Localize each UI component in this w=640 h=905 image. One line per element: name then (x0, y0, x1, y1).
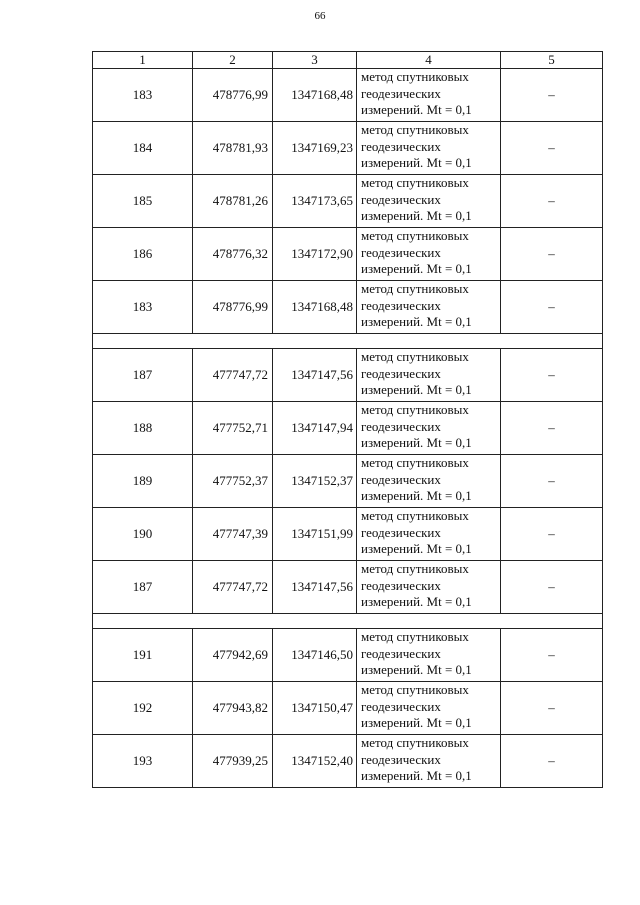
point-number-cell: 187 (93, 561, 193, 614)
method-line: геодезических (361, 191, 441, 207)
column-header: 4 (357, 52, 501, 69)
method-line: метод спутниковых (361, 281, 469, 296)
y-coordinate-cell: 1347147,94 (273, 402, 357, 455)
point-number-cell: 187 (93, 349, 193, 402)
table-row (93, 122, 603, 175)
method-line: метод спутниковых (361, 508, 469, 523)
y-coordinate-cell: 1347169,23 (273, 122, 357, 175)
method-line: геодезических (361, 297, 441, 313)
method-line: метод спутниковых (361, 228, 469, 243)
method-line: геодезических (361, 645, 441, 661)
note-cell: – (501, 122, 603, 175)
note-cell: – (501, 281, 603, 334)
point-number-cell: 188 (93, 402, 193, 455)
method-cell (357, 402, 501, 455)
column-header: 1 (93, 52, 193, 69)
x-coordinate-cell: 477939,25 (193, 735, 273, 788)
note-cell: – (501, 735, 603, 788)
method-line: метод спутниковых (361, 175, 469, 190)
table-row (93, 682, 603, 735)
y-coordinate-cell: 1347151,99 (273, 508, 357, 561)
column-header: 3 (273, 52, 357, 69)
column-header: 5 (501, 52, 603, 69)
x-coordinate-cell: 478781,93 (193, 122, 273, 175)
method-line: геодезических (361, 138, 441, 154)
table-row (93, 735, 603, 788)
table-row (93, 349, 603, 402)
method-line: измерений. Mt = 0,1 (361, 594, 472, 609)
table-header-row (93, 52, 603, 69)
y-coordinate-cell: 1347168,48 (273, 69, 357, 122)
method-line: метод спутниковых (361, 349, 469, 364)
note-cell: – (501, 561, 603, 614)
note-cell: – (501, 682, 603, 735)
y-coordinate-cell: 1347173,65 (273, 175, 357, 228)
method-cell (357, 561, 501, 614)
table-row (93, 228, 603, 281)
note-cell: – (501, 455, 603, 508)
point-number-cell: 185 (93, 175, 193, 228)
x-coordinate-cell: 478776,32 (193, 228, 273, 281)
table-row (93, 508, 603, 561)
method-line: геодезических (361, 85, 441, 101)
method-line: геодезических (361, 244, 441, 260)
method-line: измерений. Mt = 0,1 (361, 102, 472, 117)
method-cell (357, 735, 501, 788)
method-cell (357, 175, 501, 228)
group-separator-row (93, 334, 603, 349)
point-number-cell: 193 (93, 735, 193, 788)
method-line: геодезических (361, 577, 441, 593)
method-cell (357, 508, 501, 561)
x-coordinate-cell: 477942,69 (193, 629, 273, 682)
note-cell: – (501, 402, 603, 455)
point-number-cell: 190 (93, 508, 193, 561)
point-number-cell: 186 (93, 228, 193, 281)
method-line: измерений. Mt = 0,1 (361, 261, 472, 276)
group-separator-row (93, 614, 603, 629)
page-number: 66 (314, 10, 326, 22)
table-body (93, 69, 603, 788)
table-row (93, 561, 603, 614)
method-line: метод спутниковых (361, 735, 469, 750)
table-row (93, 175, 603, 228)
y-coordinate-cell: 1347152,40 (273, 735, 357, 788)
method-line: измерений. Mt = 0,1 (361, 155, 472, 170)
method-line: геодезических (361, 751, 441, 767)
note-cell: – (501, 175, 603, 228)
method-line: метод спутниковых (361, 455, 469, 470)
method-line: метод спутниковых (361, 682, 469, 697)
table-row (93, 281, 603, 334)
method-line: измерений. Mt = 0,1 (361, 541, 472, 556)
method-line: метод спутниковых (361, 561, 469, 576)
x-coordinate-cell: 478776,99 (193, 69, 273, 122)
method-line: измерений. Mt = 0,1 (361, 435, 472, 450)
method-line: геодезических (361, 471, 441, 487)
x-coordinate-cell: 478781,26 (193, 175, 273, 228)
point-number-cell: 183 (93, 281, 193, 334)
table-row (93, 629, 603, 682)
point-number-cell: 192 (93, 682, 193, 735)
y-coordinate-cell: 1347147,56 (273, 349, 357, 402)
method-line: измерений. Mt = 0,1 (361, 662, 472, 677)
y-coordinate-cell: 1347150,47 (273, 682, 357, 735)
separator-cell (93, 614, 603, 629)
point-number-cell: 189 (93, 455, 193, 508)
x-coordinate-cell: 477752,37 (193, 455, 273, 508)
note-cell: – (501, 508, 603, 561)
method-line: измерений. Mt = 0,1 (361, 768, 472, 783)
method-line: метод спутниковых (361, 629, 469, 644)
x-coordinate-cell: 477747,72 (193, 349, 273, 402)
table-row (93, 402, 603, 455)
y-coordinate-cell: 1347147,56 (273, 561, 357, 614)
method-cell (357, 122, 501, 175)
x-coordinate-cell: 477943,82 (193, 682, 273, 735)
method-cell (357, 69, 501, 122)
x-coordinate-cell: 477752,71 (193, 402, 273, 455)
method-line: геодезических (361, 365, 441, 381)
method-line: измерений. Mt = 0,1 (361, 488, 472, 503)
y-coordinate-cell: 1347172,90 (273, 228, 357, 281)
coordinates-table (92, 51, 603, 788)
method-line: метод спутниковых (361, 402, 469, 417)
note-cell: – (501, 228, 603, 281)
method-line: метод спутниковых (361, 122, 469, 137)
x-coordinate-cell: 477747,72 (193, 561, 273, 614)
table-row (93, 455, 603, 508)
method-cell (357, 349, 501, 402)
table-row (93, 69, 603, 122)
point-number-cell: 183 (93, 69, 193, 122)
note-cell: – (501, 349, 603, 402)
method-line: измерений. Mt = 0,1 (361, 715, 472, 730)
method-cell (357, 228, 501, 281)
note-cell: – (501, 629, 603, 682)
method-cell (357, 682, 501, 735)
y-coordinate-cell: 1347168,48 (273, 281, 357, 334)
method-line: геодезических (361, 698, 441, 714)
point-number-cell: 191 (93, 629, 193, 682)
method-line: геодезических (361, 418, 441, 434)
method-line: измерений. Mt = 0,1 (361, 382, 472, 397)
y-coordinate-cell: 1347146,50 (273, 629, 357, 682)
separator-cell (93, 334, 603, 349)
method-line: геодезических (361, 524, 441, 540)
method-cell (357, 455, 501, 508)
column-header: 2 (193, 52, 273, 69)
method-line: метод спутниковых (361, 69, 469, 84)
x-coordinate-cell: 477747,39 (193, 508, 273, 561)
x-coordinate-cell: 478776,99 (193, 281, 273, 334)
y-coordinate-cell: 1347152,37 (273, 455, 357, 508)
point-number-cell: 184 (93, 122, 193, 175)
method-cell (357, 281, 501, 334)
method-line: измерений. Mt = 0,1 (361, 208, 472, 223)
method-line: измерений. Mt = 0,1 (361, 314, 472, 329)
note-cell: – (501, 69, 603, 122)
method-cell (357, 629, 501, 682)
